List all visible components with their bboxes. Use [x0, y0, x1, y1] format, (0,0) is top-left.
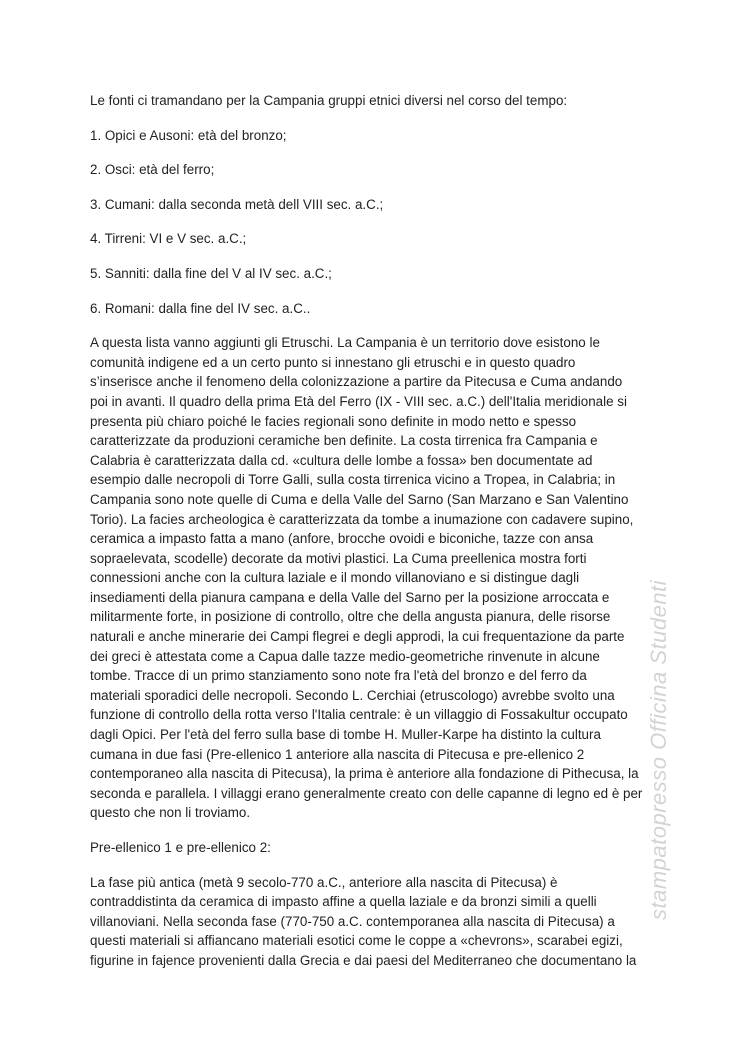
list-item-5: 5. Sanniti: dalla fine del V al IV sec. a.C.;	[90, 265, 332, 281]
list-item-3: 3. Cumani: dalla seconda metà dell VIII sec. a.C.;	[90, 196, 384, 212]
list-item-4: 4. Tirreni: VI e V sec. a.C.;	[90, 231, 247, 247]
text-line: ceramica a impasto fatta a mano (anfore, brocche ovoidi e biconiche, tazze con ansa	[90, 531, 594, 547]
text-line: tombe. Tracce di un primo stanziamento sono note fra l'età del bronzo e del ferro da	[90, 668, 587, 684]
text-line: Calabria è caratterizzata dalla cd. «cultura delle lombe a fossa» ben documentate ad	[90, 452, 593, 468]
text-line: insediamenti della pianura campana e della Valle del Sarno per la posizione arroccata e	[90, 589, 610, 605]
text-line: militarmente forte, in posizione di controllo, oltre che della angusta pianura, delle risorse	[90, 609, 611, 625]
text-line: s’inserisce anche il fenomeno della colonizzazione a partire da Pitecusa e Cuma andando	[90, 374, 623, 390]
text-line: naturali e anche minerarie dei Campi flegrei e degli approdi, la cui frequentazione da parte	[90, 629, 625, 645]
text-line: contraddistinta da ceramica di impasto affine a quella laziale e da bronzi simili a quelli	[90, 894, 597, 910]
text-line: cumana in due fasi (Pre-ellenico 1 anteriore alla nascita di Pitecusa e pre-ellenico 2	[90, 746, 585, 762]
text-line: presenta più chiaro poiché le facies regionali sono definite in modo netto e spesso	[90, 413, 577, 429]
text-line: figurine in fajence provenienti dalla Grecia e dai paesi del Mediterraneo che documentano la	[90, 952, 637, 968]
text-line: villanoviani. Nella seconda fase (770-750 a.C. contemporanea alla nascita di Pitecusa) a	[90, 913, 615, 929]
text-line: contemporaneo alla nascita di Pitecusa), la prima è anteriore alla fondazione di Pithecusa, la	[90, 766, 639, 782]
text-line: poi in avanti. Il quadro della prima Età del Ferro (IX - VIII sec. a.C.) dell'Italia meridionale si	[90, 393, 627, 409]
document-page	[90, 91, 655, 986]
text-line: Campania sono note quelle di Cuma e della Valle del Sarno (San Marzano e San Valentino	[90, 491, 629, 507]
text-line: sopraelevata, scodelle) decorate da motivi plastici. La Cuma preellenica mostra forti	[90, 550, 587, 566]
text-line: connessioni anche con la cultura laziale e il mondo villanoviano e si distingue dagli	[90, 570, 580, 586]
text-line: caratterizzate da produzioni ceramiche ben definite. La costa tirrenica fra Campania e	[90, 433, 598, 449]
text-line: esempio dalle necropoli di Torre Galli, sulla costa tirrenica vicino a Tropea, in Calabria; in	[90, 472, 616, 488]
text-line: Torio). La facies archeologica è caratterizzata da tombe a inumazione con cadavere supino,	[90, 511, 634, 527]
text-line: A questa lista vanno aggiunti gli Etruschi. La Campania è un territorio dove esistono le	[90, 335, 600, 351]
list-item-6: 6. Romani: dalla fine del IV sec. a.C..	[90, 300, 311, 316]
main-paragraph	[90, 333, 655, 823]
subheading: Pre-ellenico 1 e pre-ellenico 2:	[90, 840, 271, 855]
watermark: stampatopresso Officina Studenti	[646, 579, 671, 920]
text-line: La fase più antica (metà 9 secolo-770 a.C., anteriore alla nascita di Pitecusa) è	[90, 874, 558, 890]
text-line: questi materiali si affiancano materiali esotici come le coppe a «chevrons», scarabei egizi,	[90, 933, 623, 949]
intro-paragraph: Le fonti ci tramandano per la Campania gruppi etnici diversi nel corso del tempo:	[90, 93, 568, 108]
text-line: questo che non li troviamo.	[90, 805, 251, 821]
text-line: dei greci è attestata come a Capua dalle tazze medio-geometriche rinvenute in alcune	[90, 648, 600, 664]
text-line: materiali sporadici delle necropoli. Secondo L. Cerchiai (etruscologo) avrebbe svolto una	[90, 687, 615, 703]
text-line: seconda e parallela. I villaggi erano generalmente creato con delle capanne di legno ed è per	[90, 785, 643, 801]
text-line: comunità indigene ed a un certo punto si innestano gli etruschi e in questo quadro	[90, 354, 576, 370]
last-paragraph	[90, 873, 655, 971]
list-item-1: 1. Opici e Ausoni: età del bronzo;	[90, 127, 287, 143]
list-item-2: 2. Osci: età del ferro;	[90, 162, 215, 178]
text-line: funzione di controllo della rotta verso l'Italia centrale: è un villaggio di Fossakultur occupato	[90, 707, 628, 723]
text-line: dagli Opici. Per l'età del ferro sulla base di tombe H. Muller-Karpe ha distinto la cultura	[90, 727, 601, 743]
